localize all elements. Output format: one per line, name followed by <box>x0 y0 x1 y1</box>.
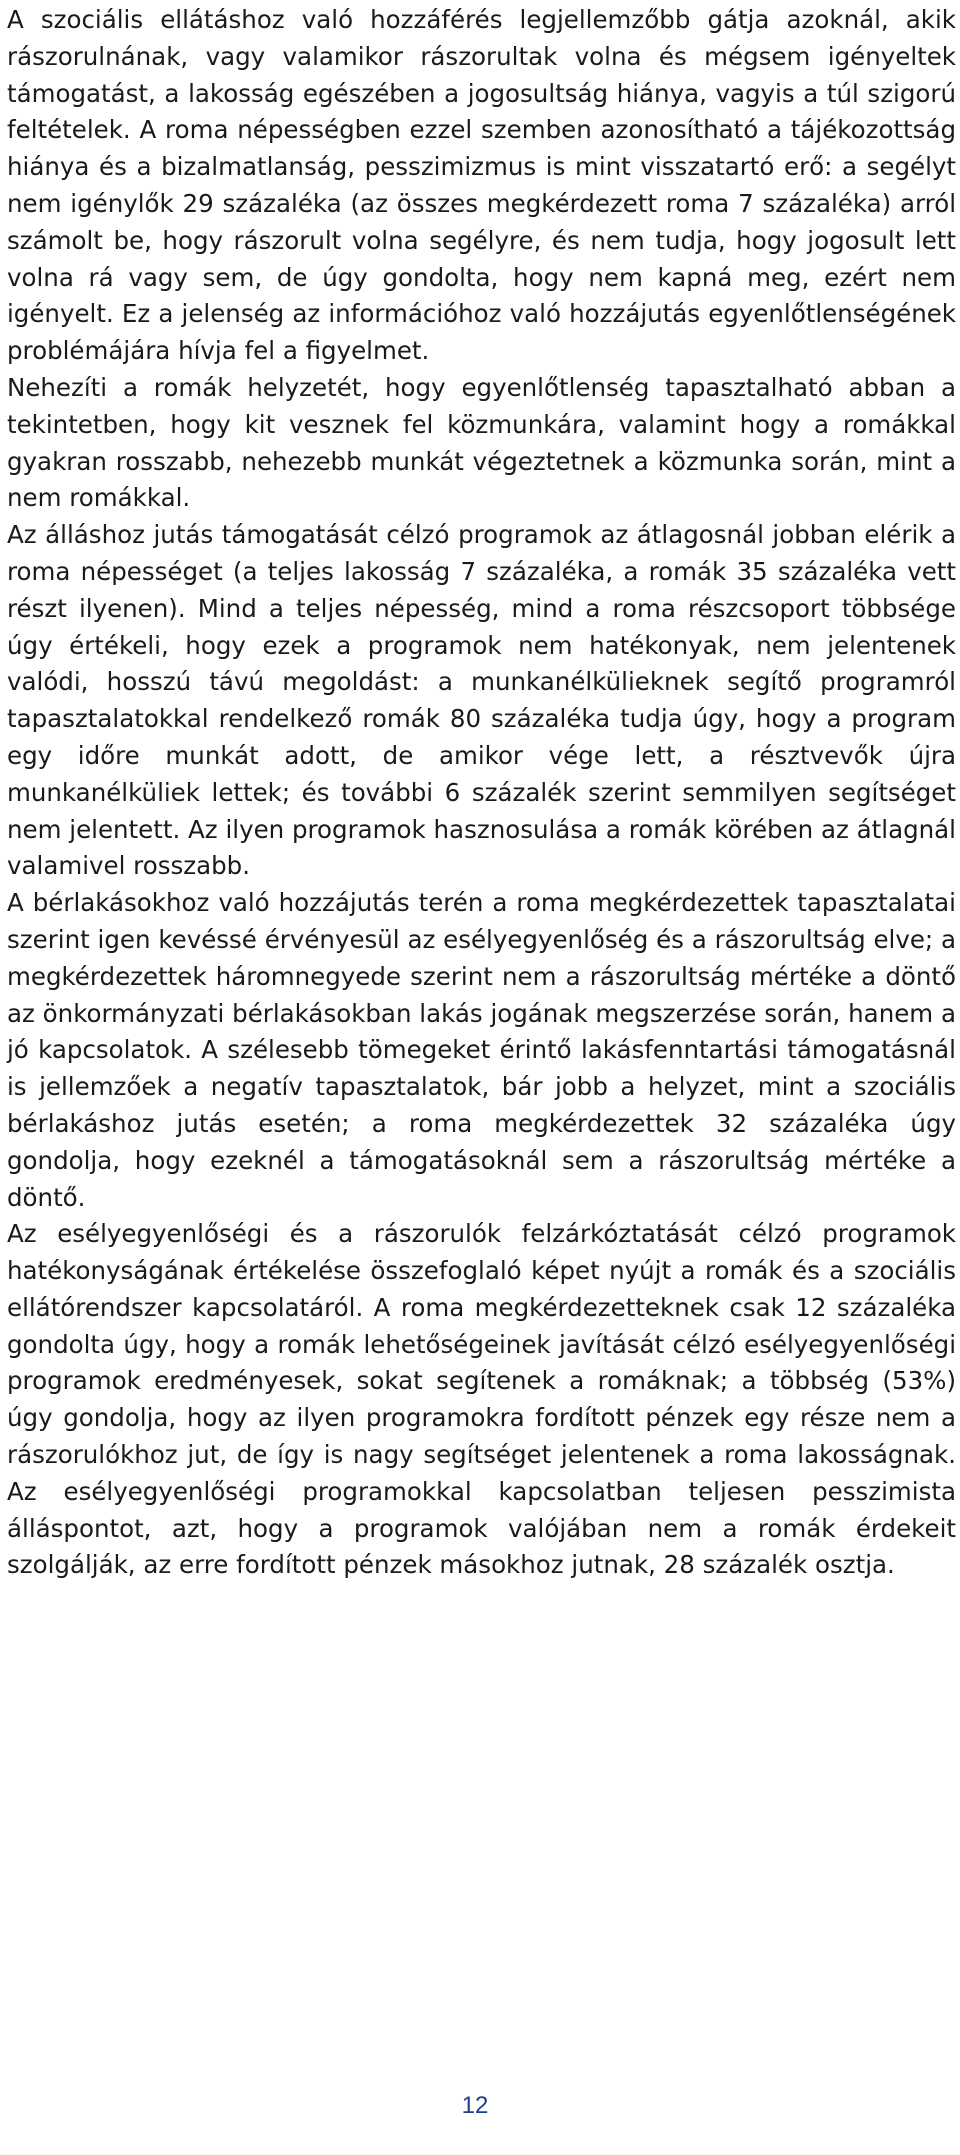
body-text <box>7 0 956 1584</box>
paragraph-rental-housing: A bérlakásokhoz való hozzájutás terén a roma megkérdezettek tapasztalatai szerint igen kevéssé érvényesül az esélyegyenlőség és a rászorultság elve; a megkérdezettek háromnegyede szerint nem a rászorultság mértéke a döntő az önkormányzati bérlakásokban lakás jogának megszerzése során, hanem a jó kapcsolatok. A szélesebb tömegeket érintő lakásfenntartási támogatásnál is jellemzőek a negatív tapasztalatok, bár jobb a helyzet, mint a szociális bérlakáshoz jutás esetén; a roma megkérdezettek 32 százaléka úgy gondolja, hogy ezeknél a támogatásoknál sem a rászorultság mértéke a döntő. <box>7 888 956 1212</box>
page-number: 12 <box>461 2092 489 2119</box>
paragraph-job-programs: Az álláshoz jutás támogatását célzó programok az átlagosnál jobban elérik a roma népességet (a teljes lakosság 7 százaléka, a romák 35 százaléka vett részt ilyenen). Mind a teljes népesség, mind a roma részcsoport többsége úgy értékeli, hogy ezek a programok nem hatékonyak, nem jelentenek valódi, hosszú távú megoldást: a munkanélkülieknek segítő programról tapasztalatokkal rendelkező romák 80 százaléka tudja úgy, hogy a program egy időre munkát adott, de amikor vége lett, a résztvevők újra munkanélküliek lettek; és további 6 százalék szerint semmilyen segítséget nem jelentett. Az ilyen programok hasznosulása a romák körében az átlagnál valamivel rosszabb. <box>7 520 956 881</box>
document-page <box>5 0 958 2155</box>
paragraph-public-work: Nehezíti a romák helyzetét, hogy egyenlőtlenség tapasztalható abban a tekintetben, hogy kit vesznek fel közmunkára, valamint hogy a romákkal gyakran rosszabb, nehezebb munkát végeztetnek a közmunka során, mint a nem romákkal. <box>7 372 956 513</box>
paragraph-social-care-access: A szociális ellátáshoz való hozzáférés legjellemzőbb gátja azoknál, akik rászorulnának, vagy valamikor rászorultak volna és mégsem igényeltek támogatást, a lakosság egészében a jogosultság hiánya, vagyis a túl szigorú feltételek. A roma népességben ezzel szemben azonosítható a tájékozottság hiánya és a bizalmatlanság, pesszimizmus is mint visszatartó erő: a segélyt nem igénylők 29 százaléka (az összes megkérdezett roma 7 százaléka) arról számolt be, hogy rászorult volna segélyre, és nem tudja, hogy jogosult lett volna rá vagy sem, de úgy gondolta, hogy nem kapná meg, ezért nem igényelt. Ez a jelenség az információhoz való hozzájutás egyenlőtlenségének problémájára hívja fel a figyelmet. <box>7 5 956 366</box>
paragraph-equal-opportunity: Az esélyegyenlőségi és a rászorulók felzárkóztatását célzó programok hatékonyságának értékelése összefoglaló képet nyújt a romák és a szociális ellátórendszer kapcsolatáról. A roma megkérdezetteknek csak 12 százaléka gondolta úgy, hogy a romák lehetőségeinek javítását célzó esélyegyenlőségi programok eredményesek, sokat segítenek a romáknak; a többség (53%) úgy gondolja, hogy az ilyen programokra fordított pénzek egy része nem a rászorulókhoz jut, de így is nagy segítséget jelentenek a roma lakosságnak. Az esélyegyenlőségi programokkal kapcsolatban teljesen pesszimista álláspontot, azt, hogy a programok valójában nem a romák érdekeit szolgálják, az erre fordított pénzek másokhoz jutnak, 28 százalék osztja. <box>7 1219 956 1580</box>
